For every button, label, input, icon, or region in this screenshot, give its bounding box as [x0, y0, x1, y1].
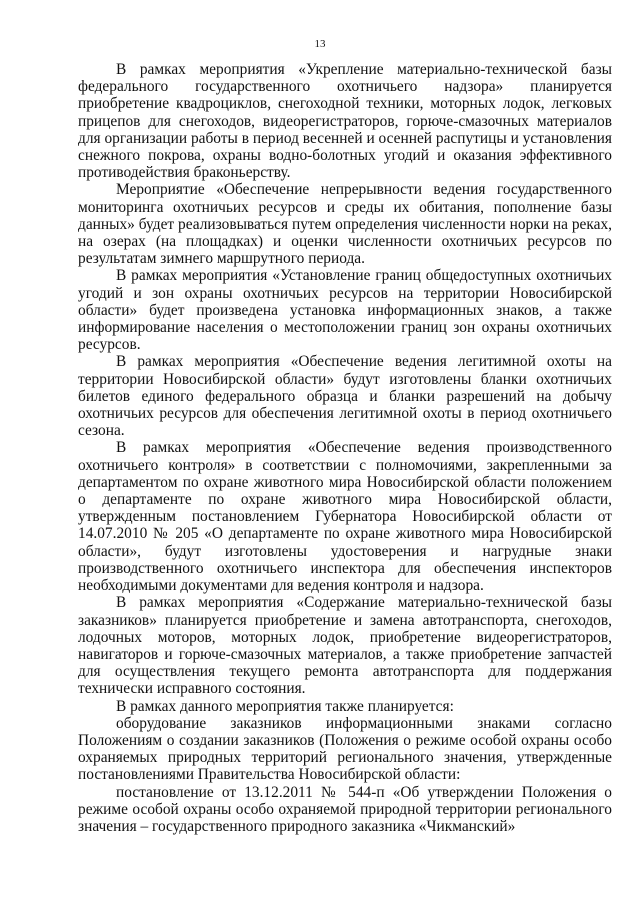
document-body [78, 61, 612, 835]
paragraph-resolution-544: постановление от 13.12.2011 № 544-п «Об утверждении Положения о режиме особой охраны особо охраняемой природной территории регионального значения – государственного природного заказника «Чикманский» [78, 783, 612, 835]
paragraph-production-control: В рамках мероприятия «Обеспечение ведения производственного охотничьего контроля» в соответствии с полномочиями, закрепленными за департаментом по охране животного мира Новосибирской области положением о департаменте по охране животного мира Новосибирской области, утвержденным постановлением Губернатора Новосибирской области от 14.07.2010 № 205 «О департаменте по охране животного мира Новосибирской области», будут изготовлены удостоверения и нагрудные знаки производственного охотничьего инспектора для обеспечения инспекторов необходимыми документами для ведения контроля и надзора. [78, 439, 612, 595]
paragraph-info-signs: оборудование заказников информационными знаками согласно Положениям о создании заказников (Положения о режиме особой охраны особо охраняемых природных территорий регионального значения, утвержденные постановлениями Правительства Новосибирской области: [78, 714, 612, 784]
paragraph-reserves-base: В рамках мероприятия «Содержание материально-технической базы заказников» планируется приобретение и замена автотранспорта, снегоходов, лодочных моторов, моторных лодок, приобретение видеорегистраторов, навигаторов и горюче-смазочных материалов, а также приобретение запчастей для осуществления текущего ремонта автотранспорта для поддержания технически исправного состояния. [78, 594, 612, 698]
page-number: 13 [314, 38, 326, 50]
paragraph-also-planned: В рамках данного мероприятия также планируется: [116, 697, 454, 715]
paragraph-hunting-supervision: В рамках мероприятия «Укрепление материально-технической базы федерального государственного охотничьего надзора» планируется приобретение квадроциклов, снегоходной техники, моторных лодок, легковых прицепов для снегоходов, видеорегистраторов, горюче-смазочных материалов для организации работы в период весенней и осенней распутицы и установления снежного покрова, охраны водно-болотных угодий и оказания эффективного противодействия браконьерству. [78, 61, 612, 182]
paragraph-legitimate-hunting: В рамках мероприятия «Обеспечение ведения легитимной охоты на территории Новосибирской области» будут изготовлены бланки охотничьих билетов единого федерального образца и бланки разрешений на добычу охотничьих ресурсов для обеспечения легитимной охоты в период охотничьего сезона. [78, 353, 612, 440]
paragraph-monitoring: Мероприятие «Обеспечение непрерывности ведения государственного мониторинга охотничьих ресурсов и среды их обитания, пополнение базы данных» будет реализовываться путем определения численности норки на реках, на озерах (на площадках) и оценки численности охотничьих ресурсов по результатам зимнего маршрутного периода. [78, 181, 612, 268]
paragraph-boundaries: В рамках мероприятия «Установление границ общедоступных охотничьих угодий и зон охраны охотничьих ресурсов на территории Новосибирской области» будет произведена установка информационных знаков, а также информирование населения о местоположении границ зон охраны охотничьих ресурсов. [78, 267, 612, 354]
